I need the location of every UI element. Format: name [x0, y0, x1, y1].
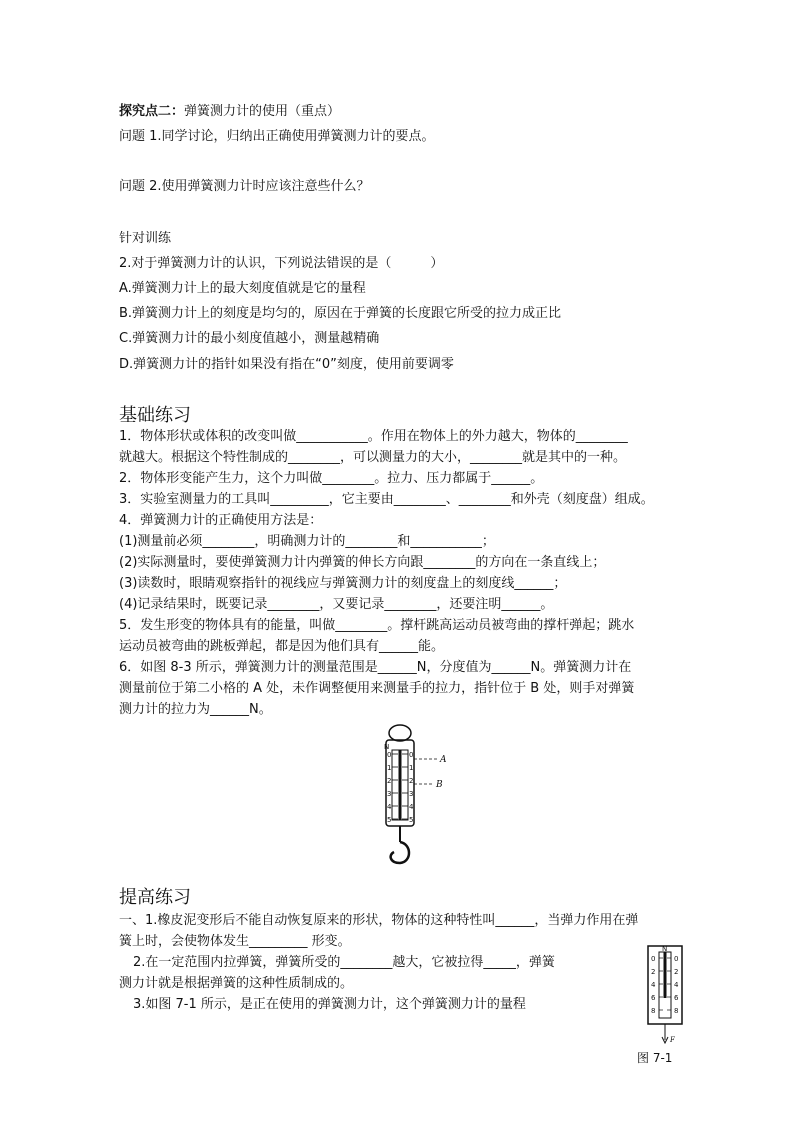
tick-label-l-1: 1: [387, 764, 392, 772]
adv-line-3: 2.在一定范围内拉弹簧，弹簧所受的________越大，它被拉得_____，弹簧: [133, 955, 555, 970]
option-d: D.弹簧测力计的指针如果没有指在“0”刻度，使用前要调零: [119, 357, 454, 372]
hook-icon: [391, 842, 409, 863]
basic-line-10: 5．发生形变的物体具有的能量，叫做________。撑杆跳高运动员被弯曲的撑杆弹起；跳水: [119, 618, 635, 633]
basic-line-11: 运动员被弯曲的跳板弹起，都是因为他们具有______能。: [119, 639, 445, 654]
spring-scale-figure: [378, 722, 468, 872]
basic-line-13: 测量前位于第二小格的 A 处，未作调整便用来测量手的拉力，指针位于 B 处，则手对弹簧: [119, 681, 635, 696]
tick-label-l-3: 3: [387, 790, 392, 798]
basic-line-7: (2)实际测量时，要使弹簧测力计内弹簧的伸长方向跟________的方向在一条直线上；: [119, 555, 606, 570]
question-1: 问题 1.同学讨论，归纳出正确使用弹簧测力计的要点。: [119, 129, 435, 144]
basic-line-9: (4)记录结果时，既要记录________，又要记录________，还要注明______。: [119, 597, 554, 612]
tick-label-r-4: 4: [674, 981, 679, 989]
tick-label-6: 6: [651, 994, 656, 1002]
tick-label-l-2: 2: [387, 777, 392, 785]
item-2: 2.对于弹簧测力计的认识，下列说法错误的是（ ）: [119, 256, 444, 271]
section-title-rest: 弹簧测力计的使用（重点）: [184, 104, 341, 119]
basic-heading: 基础练习: [119, 405, 191, 426]
tick-label-4: 4: [651, 981, 656, 989]
tick-label-r-8: 8: [674, 1007, 679, 1015]
option-a: A.弹簧测力计上的最大刻度值就是它的量程: [119, 281, 366, 296]
tick-label-l-4: 4: [387, 803, 392, 811]
tick-label-r-3: 3: [409, 790, 414, 798]
tick-label-8: 8: [651, 1007, 656, 1015]
tick-label-l-5: 5: [387, 816, 392, 824]
basic-line-6: (1)测量前必须________，明确测力计的________和___________；: [119, 534, 495, 549]
adv-line-2: 簧上时，会使物体发生_________ 形变。: [119, 934, 351, 949]
tick-label-r-2: 2: [409, 777, 414, 785]
figure-7-1: [640, 942, 690, 1046]
question-2: 问题 2.使用弹簧测力计时应该注意些什么？: [119, 179, 370, 194]
option-c: C.弹簧测力计的最小刻度值越小，测量越精确: [119, 331, 380, 346]
label-b: B: [436, 780, 443, 790]
tick-label-r-1: 1: [409, 764, 414, 772]
adv-line-4: 测力计就是根据弹簧的这种性质制成的。: [119, 976, 354, 991]
tick-label-l-0: 0: [387, 751, 392, 759]
figure-caption: 图 7-1: [637, 1051, 673, 1065]
basic-line-12: 6．如图 8-3 所示，弹簧测力计的测量范围是______N，分度值为______N。弹簧测力计在: [119, 660, 632, 675]
training-heading: 针对训练: [119, 231, 172, 246]
basic-line-4: 3．实验室测量力的工具叫_________，它主要由________、________和外壳（刻度盘）组成。: [119, 492, 654, 507]
basic-line-14: 测力计的拉力为______N。: [119, 702, 272, 717]
tick-label-r-5: 5: [409, 816, 414, 824]
adv-line-5: 3.如图 7-1 所示，是正在使用的弹簧测力计，这个弹簧测力计的量程: [133, 997, 526, 1012]
tick-label-r-2: 2: [674, 968, 679, 976]
adv-line-1: 一、1.橡皮泥变形后不能自动恢复原来的形状，物体的这种特性叫______，当弹力作用在弹: [119, 913, 639, 928]
tick-label-2: 2: [651, 968, 656, 976]
basic-line-2: 就越大。根据这个特性制成的________，可以测量力的大小，________就是其中的一种。: [119, 450, 627, 465]
section-title: [119, 103, 340, 121]
tick-label-0: 0: [651, 955, 656, 963]
basic-line-8: (3)读数时，眼睛观察指针的视线应与弹簧测力计的刻度盘上的刻度线______；: [119, 576, 567, 591]
unit-label-n: N: [384, 743, 390, 751]
tick-label-r-0: 0: [409, 751, 414, 759]
basic-line-1: 1．物体形状或体积的改变叫做___________。作用在物体上的外力越大，物体的________: [119, 429, 628, 444]
tick-label-r-4: 4: [409, 803, 414, 811]
advanced-heading: 提高练习: [119, 887, 191, 908]
tick-label-r-0: 0: [674, 955, 679, 963]
unit-label-n: N: [662, 945, 668, 953]
label-a: A: [440, 755, 447, 765]
section-title-bold: 探究点二：: [119, 104, 185, 119]
tick-label-r-6: 6: [674, 994, 679, 1002]
force-label-f: F: [670, 1036, 675, 1044]
basic-line-5: 4．弹簧测力计的正确使用方法是：: [119, 513, 323, 528]
option-b: B.弹簧测力计上的刻度是均匀的，原因在于弹簧的长度跟它所受的拉力成正比: [119, 306, 562, 321]
basic-line-3: 2．物体形变能产生力，这个力叫做________。拉力、压力都属于______。: [119, 471, 544, 486]
top-ring-icon: [389, 725, 411, 741]
